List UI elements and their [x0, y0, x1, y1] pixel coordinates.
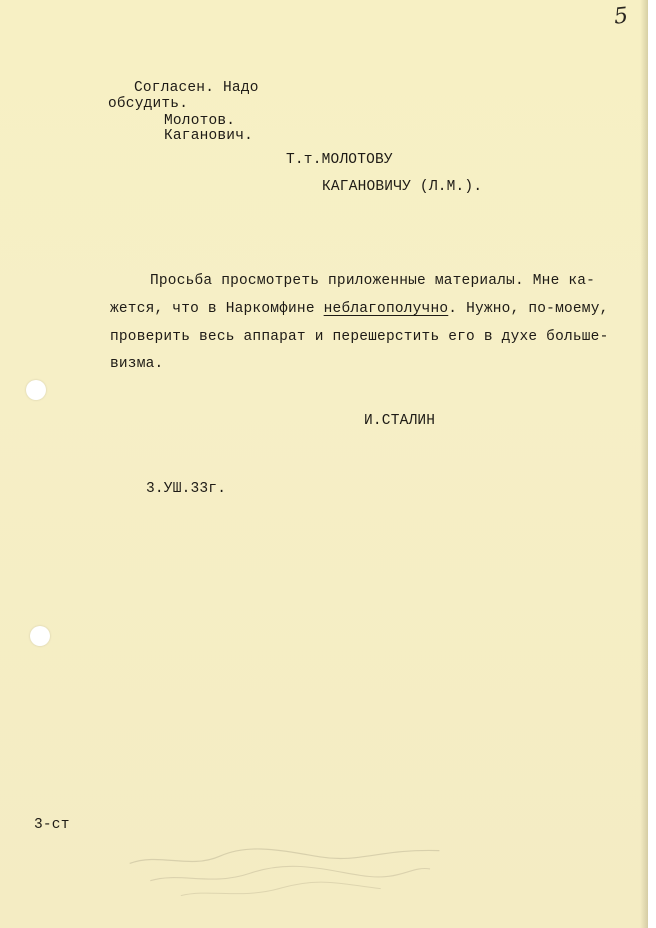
footnote-code: 3-ст: [34, 817, 70, 833]
body-line-2-start: жется, что в Наркомфине: [110, 301, 324, 317]
body-line-2-end: . Нужно, по-моему,: [448, 301, 609, 317]
resolution-signature-molotov: Молотов.: [164, 113, 236, 129]
underlined-word: неблагополучно: [323, 301, 449, 317]
punch-hole-top: [26, 380, 46, 400]
resolution-line-1: Согласен. Надо: [134, 80, 259, 96]
punch-hole-bottom: [30, 626, 50, 646]
page-edge-shadow: [640, 0, 648, 928]
resolution-signature-kaganovich: Каганович.: [164, 128, 254, 144]
body-line-3: проверить весь аппарат и перешерстить его в духе больше-: [110, 329, 609, 345]
addressee-line-2: КАГАНОВИЧУ (Л.М.).: [322, 179, 483, 195]
date: 3.УШ.33г.: [146, 481, 227, 497]
addressee-line-1: Т.т.МОЛОТОВУ: [286, 152, 393, 168]
body-line-1: Просьба просмотреть приложенные материалы. Мне ка-: [150, 273, 596, 289]
body-line-2: [110, 301, 609, 317]
faint-archive-stamp: [119, 834, 451, 905]
signature: И.СТАЛИН: [364, 413, 436, 429]
resolution-line-2: обсудить.: [108, 96, 189, 112]
handwritten-page-number: 5: [612, 3, 630, 30]
body-line-4: визма.: [110, 356, 164, 372]
faint-handwriting-marks: [119, 834, 451, 905]
